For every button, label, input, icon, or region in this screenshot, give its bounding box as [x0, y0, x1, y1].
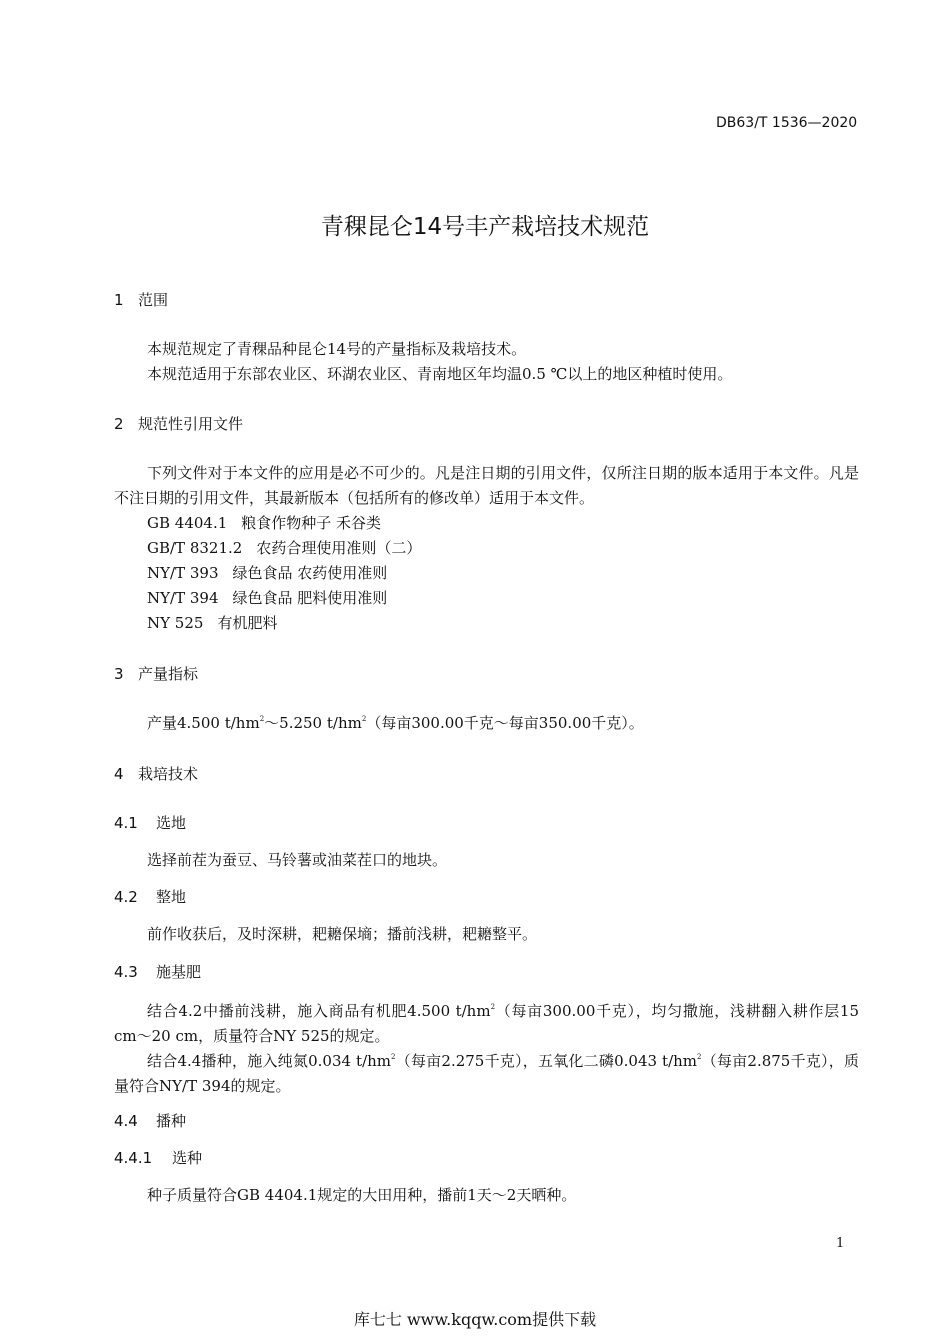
section-2-heading	[114, 413, 243, 434]
section-4-4-heading	[114, 1110, 186, 1131]
reference-item	[147, 612, 277, 633]
reference-code: NY/T 393	[147, 564, 219, 582]
section-title: 选地	[156, 814, 187, 832]
reference-item	[147, 587, 387, 608]
page-title: 青稞昆仑14号丰产栽培技术规范	[320, 214, 650, 240]
section-number: 4.1	[114, 814, 138, 832]
reference-code: GB 4404.1	[147, 514, 228, 532]
section-4-heading	[114, 763, 198, 784]
reference-title: 农药合理使用准则（二）	[256, 539, 422, 557]
page-number: 1	[836, 1236, 845, 1251]
section-title: 播种	[156, 1112, 187, 1130]
paragraph: 产量4.500 $t/hm^2\sim 5.250$ $t/hm^2$（每亩300.00千克～每亩350.00千克）。	[147, 714, 644, 732]
reference-item	[147, 512, 381, 533]
section-4-4-1-heading	[114, 1147, 202, 1168]
section-title: 施基肥	[156, 963, 202, 981]
section-number: 4	[114, 765, 124, 783]
paragraph: 选择前茬为蚕豆、马铃薯或油菜茬口的地块。	[147, 851, 448, 869]
section-number: 4.2	[114, 888, 138, 906]
reference-title: 有机肥料	[217, 614, 278, 632]
section-number: 3	[114, 665, 124, 683]
section-number: 4.4.1	[114, 1149, 153, 1167]
reference-item	[147, 537, 421, 558]
document-code: DB63/T 1536—2020	[716, 115, 858, 131]
paragraph: 下列文件对于本文件的应用是必不可少的。凡是注日期的引用文件，仅所注日期的版本适用于本文件。凡是不注日期的引用文件，其最新版本（包括所有的修改单）适用于本文件。	[114, 464, 859, 507]
reference-code: GB/T 8321.2	[147, 539, 243, 557]
section-number: 2	[114, 415, 124, 433]
section-title: 产量指标	[138, 665, 199, 683]
section-title: 范围	[138, 291, 169, 309]
section-3-heading	[114, 663, 198, 684]
section-number: 1	[114, 291, 124, 309]
section-title: 栽培技术	[138, 765, 199, 783]
section-4-1-heading	[114, 812, 186, 833]
section-4-2-heading	[114, 886, 186, 907]
footer-watermark: 库七七 www.kqqw.com提供下载	[353, 1310, 597, 1329]
section-title: 规范性引用文件	[138, 415, 244, 433]
section-number: 4.3	[114, 963, 138, 981]
reference-code: NY 525	[147, 614, 204, 632]
section-1-heading	[114, 289, 168, 310]
reference-item	[147, 562, 387, 583]
paragraph: 结合4.4播种，施入纯氮0.034 $t/hm^2$（每亩2.275千克），五氧化二磷0.043 $t/hm^2$（每亩2.875千克），质量符合NY/T 394的规定。	[114, 1052, 859, 1095]
reference-title: 绿色食品 肥料使用准则	[232, 589, 388, 607]
paragraph: 本规范适用于东部农业区、环湖农业区、青南地区年均温0.5 ℃以上的地区种植时使用。	[147, 365, 733, 383]
section-4-3-heading	[114, 961, 201, 982]
paragraph: 种子质量符合GB 4404.1规定的大田用种，播前1天～2天晒种。	[147, 1186, 577, 1204]
section-number: 4.4	[114, 1112, 138, 1130]
section-title: 整地	[156, 888, 187, 906]
reference-code: NY/T 394	[147, 589, 219, 607]
paragraph: 本规范规定了青稞品种昆仑14号的产量指标及栽培技术。	[147, 340, 527, 358]
reference-title: 绿色食品 农药使用准则	[232, 564, 388, 582]
paragraph: 结合4.2中播前浅耕，施入商品有机肥4.500 $t/hm^2$（每亩300.00千克），均匀撒施，浅耕翻入耕作层15 cm～20 cm，质量符合NY 525的规定。	[114, 1002, 859, 1045]
paragraph: 前作收获后，及时深耕，耙耱保墒；播前浅耕，耙耱整平。	[147, 925, 538, 943]
reference-title: 粮食作物种子 禾谷类	[241, 514, 382, 532]
section-title: 选种	[172, 1149, 203, 1167]
